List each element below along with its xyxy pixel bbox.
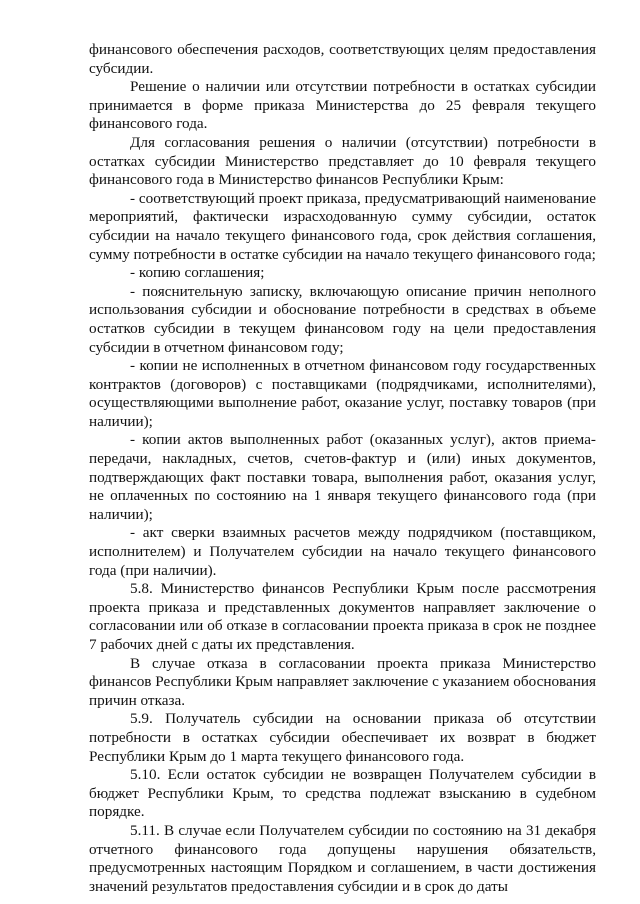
clause-5-8: 5.8. Министерство финансов Республики Крым после рассмотрения проекта приказа и представленных документов направляет заключение о согласовании или об отказе в согласовании проекта приказа в срок не позднее 7 рабочих дней с даты их представления.: [89, 580, 596, 653]
list-item-reconciliation-act: - акт сверки взаимных расчетов между подрядчиком (поставщиком, исполнителем) и Получателем субсидии на начало текущего финансового года (при наличии).: [89, 524, 596, 579]
document-page: [89, 41, 596, 896]
paragraph-1: финансового обеспечения расходов, соответствующих целям предоставления субсидии.: [89, 41, 596, 77]
list-item-contract-copies: - копии не исполненных в отчетном финансовом году государственных контрактов (договоров) с поставщиками (подрядчиками, исполнителями), осуществляющими выполнение работ, оказание услуг, поставку товаров (при наличии);: [89, 357, 596, 430]
paragraph-2: Решение о наличии или отсутствии потребности в остатках субсидии принимается в форме приказа Министерства до 25 февраля текущего финансового года.: [89, 78, 596, 133]
paragraph-3: Для согласования решения о наличии (отсутствии) потребности в остатках субсидии Министерство представляет до 10 февраля текущего финансового года в Министерство финансов Республики Крым:: [89, 133, 596, 189]
clause-5-9: 5.9. Получатель субсидии на основании приказа об отсутствии потребности в остатках субсидии обеспечивает их возврат в бюджет Республики Крым до 1 марта текущего финансового года.: [89, 710, 596, 765]
list-item-explanatory-note: - пояснительную записку, включающую описание причин неполного использования субсидии и обоснование потребности в средствах в объеме остатков субсидии в текущем финансовом году на цели предоставления субсидии в отчетном финансовом году;: [89, 282, 596, 356]
list-item-agreement-copy: - копию соглашения;: [130, 264, 265, 282]
clause-5-11: 5.11. В случае если Получателем субсидии по состоянию на 31 декабря отчетного финансового года допущены нарушения обязательств, предусмотренных настоящим Порядком и соглашением, в части достижения значений результатов предоставления субсидии и в срок до даты: [89, 821, 596, 895]
list-item-draft-order: - соответствующий проект приказа, предусматривающий наименование мероприятий, фактически израсходованную сумму субсидии, остаток субсидии на начало текущего финансового года, срок действия соглашения, сумму потребности в остатке субсидии на начало текущего финансового года;: [89, 189, 596, 263]
paragraph-refusal: В случае отказа в согласовании проекта приказа Министерство финансов Республики Крым направляет заключение с указанием обоснования причин отказа.: [89, 654, 596, 709]
clause-5-10: 5.10. Если остаток субсидии не возвращен Получателем субсидии в бюджет Республики Крым, то средства подлежат взысканию в судебном порядке.: [89, 766, 596, 821]
list-item-acts-copies: - копии актов выполненных работ (оказанных услуг), актов приема-передачи, накладных, счетов, счетов-фактур и (или) иных документов, подтверждающих факт поставки товара, выполнения работ, оказания услуг, не оплаченных по состоянию на 1 января текущего финансового года (при наличии);: [89, 431, 596, 523]
